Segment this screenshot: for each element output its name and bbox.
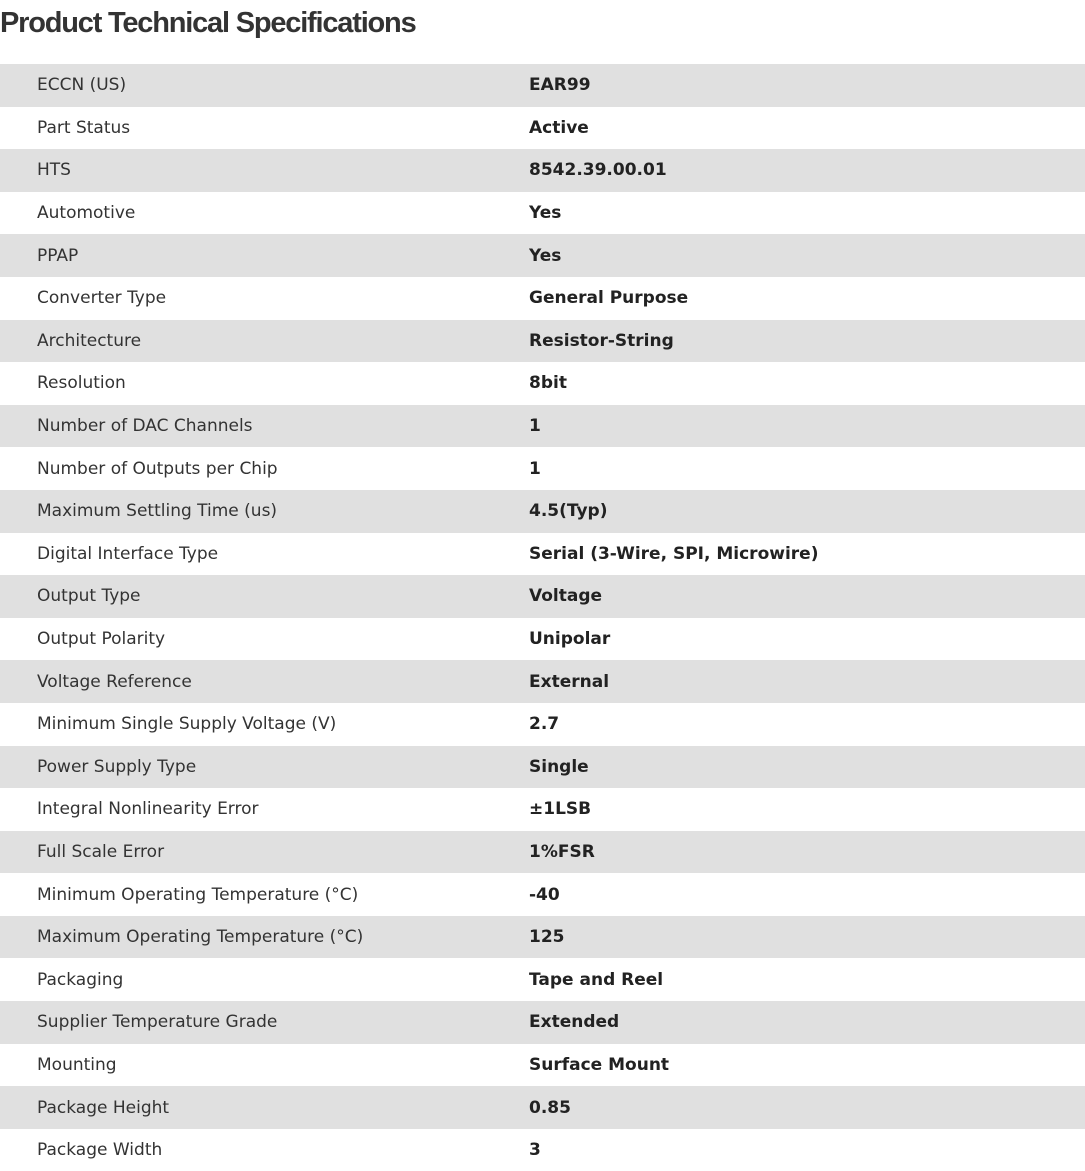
spec-table-body (0, 64, 1085, 1171)
spec-name: Converter Type (37, 288, 167, 309)
table-row (0, 362, 1085, 405)
table-row (0, 873, 1085, 916)
spec-value: EAR99 (529, 75, 591, 96)
table-row (0, 320, 1085, 363)
spec-value: 1%FSR (529, 841, 595, 862)
spec-value: 125 (529, 927, 565, 948)
spec-value: Single (529, 756, 589, 777)
spec-value: 4.5(Typ) (529, 501, 608, 522)
spec-value: -40 (529, 884, 560, 905)
table-row (0, 916, 1085, 959)
spec-value: External (529, 671, 610, 692)
spec-value: 1 (529, 416, 541, 437)
spec-name: Automotive (37, 203, 136, 224)
spec-value: Surface Mount (529, 1054, 670, 1075)
spec-name: Packaging (37, 969, 124, 990)
spec-name: PPAP (37, 245, 79, 266)
spec-table (0, 64, 1085, 1171)
spec-name: Minimum Operating Temperature (°C) (37, 884, 359, 905)
table-row (0, 234, 1085, 277)
spec-name: Number of Outputs per Chip (37, 458, 278, 479)
spec-value: General Purpose (529, 288, 689, 309)
spec-value: Yes (529, 203, 562, 224)
table-row (0, 703, 1085, 746)
spec-value: 3 (529, 1140, 541, 1161)
table-row (0, 958, 1085, 1001)
spec-name: ECCN (US) (37, 75, 127, 96)
spec-value: 2.7 (529, 714, 560, 735)
table-row (0, 490, 1085, 533)
table-row (0, 107, 1085, 150)
table-row (0, 575, 1085, 618)
spec-name: Part Status (37, 117, 131, 138)
spec-value: Unipolar (529, 629, 611, 650)
spec-value: Active (529, 117, 589, 138)
spec-name: Voltage Reference (37, 671, 192, 692)
table-row (0, 277, 1085, 320)
spec-name: Digital Interface Type (37, 543, 219, 564)
spec-value: ±1LSB (529, 799, 592, 820)
spec-name: Output Polarity (37, 629, 166, 650)
table-row (0, 660, 1085, 703)
spec-value: 1 (529, 458, 541, 479)
spec-name: Supplier Temperature Grade (37, 1012, 278, 1033)
spec-name: Resolution (37, 373, 126, 394)
spec-value: Tape and Reel (529, 969, 664, 990)
table-row (0, 1086, 1085, 1129)
table-row (0, 746, 1085, 789)
spec-name: Full Scale Error (37, 841, 165, 862)
table-row (0, 618, 1085, 661)
spec-name: Power Supply Type (37, 756, 197, 777)
spec-value: Serial (3-Wire, SPI, Microwire) (529, 543, 819, 564)
table-row (0, 447, 1085, 490)
table-row (0, 405, 1085, 448)
spec-name: Package Width (37, 1140, 163, 1161)
spec-value: Voltage (529, 586, 603, 607)
spec-name: HTS (37, 160, 71, 181)
spec-value: Yes (529, 245, 562, 266)
spec-name: Mounting (37, 1054, 117, 1075)
table-row (0, 64, 1085, 107)
spec-value: Resistor-String (529, 330, 674, 351)
table-row (0, 533, 1085, 576)
page-title: Product Technical Specifications (0, 7, 416, 39)
spec-name: Output Type (37, 586, 141, 607)
table-row (0, 192, 1085, 235)
spec-name: Architecture (37, 330, 142, 351)
spec-value: 0.85 (529, 1097, 571, 1118)
spec-name: Integral Nonlinearity Error (37, 799, 259, 820)
spec-value: Extended (529, 1012, 620, 1033)
spec-name: Package Height (37, 1097, 170, 1118)
spec-name: Maximum Settling Time (us) (37, 501, 278, 522)
spec-name: Minimum Single Supply Voltage (V) (37, 714, 337, 735)
table-row (0, 149, 1085, 192)
spec-value: 8bit (529, 373, 567, 394)
table-row (0, 788, 1085, 831)
table-row (0, 1044, 1085, 1087)
spec-name: Maximum Operating Temperature (°C) (37, 927, 364, 948)
table-row (0, 831, 1085, 874)
spec-value: 8542.39.00.01 (529, 160, 667, 181)
spec-name: Number of DAC Channels (37, 416, 253, 437)
table-row (0, 1001, 1085, 1044)
